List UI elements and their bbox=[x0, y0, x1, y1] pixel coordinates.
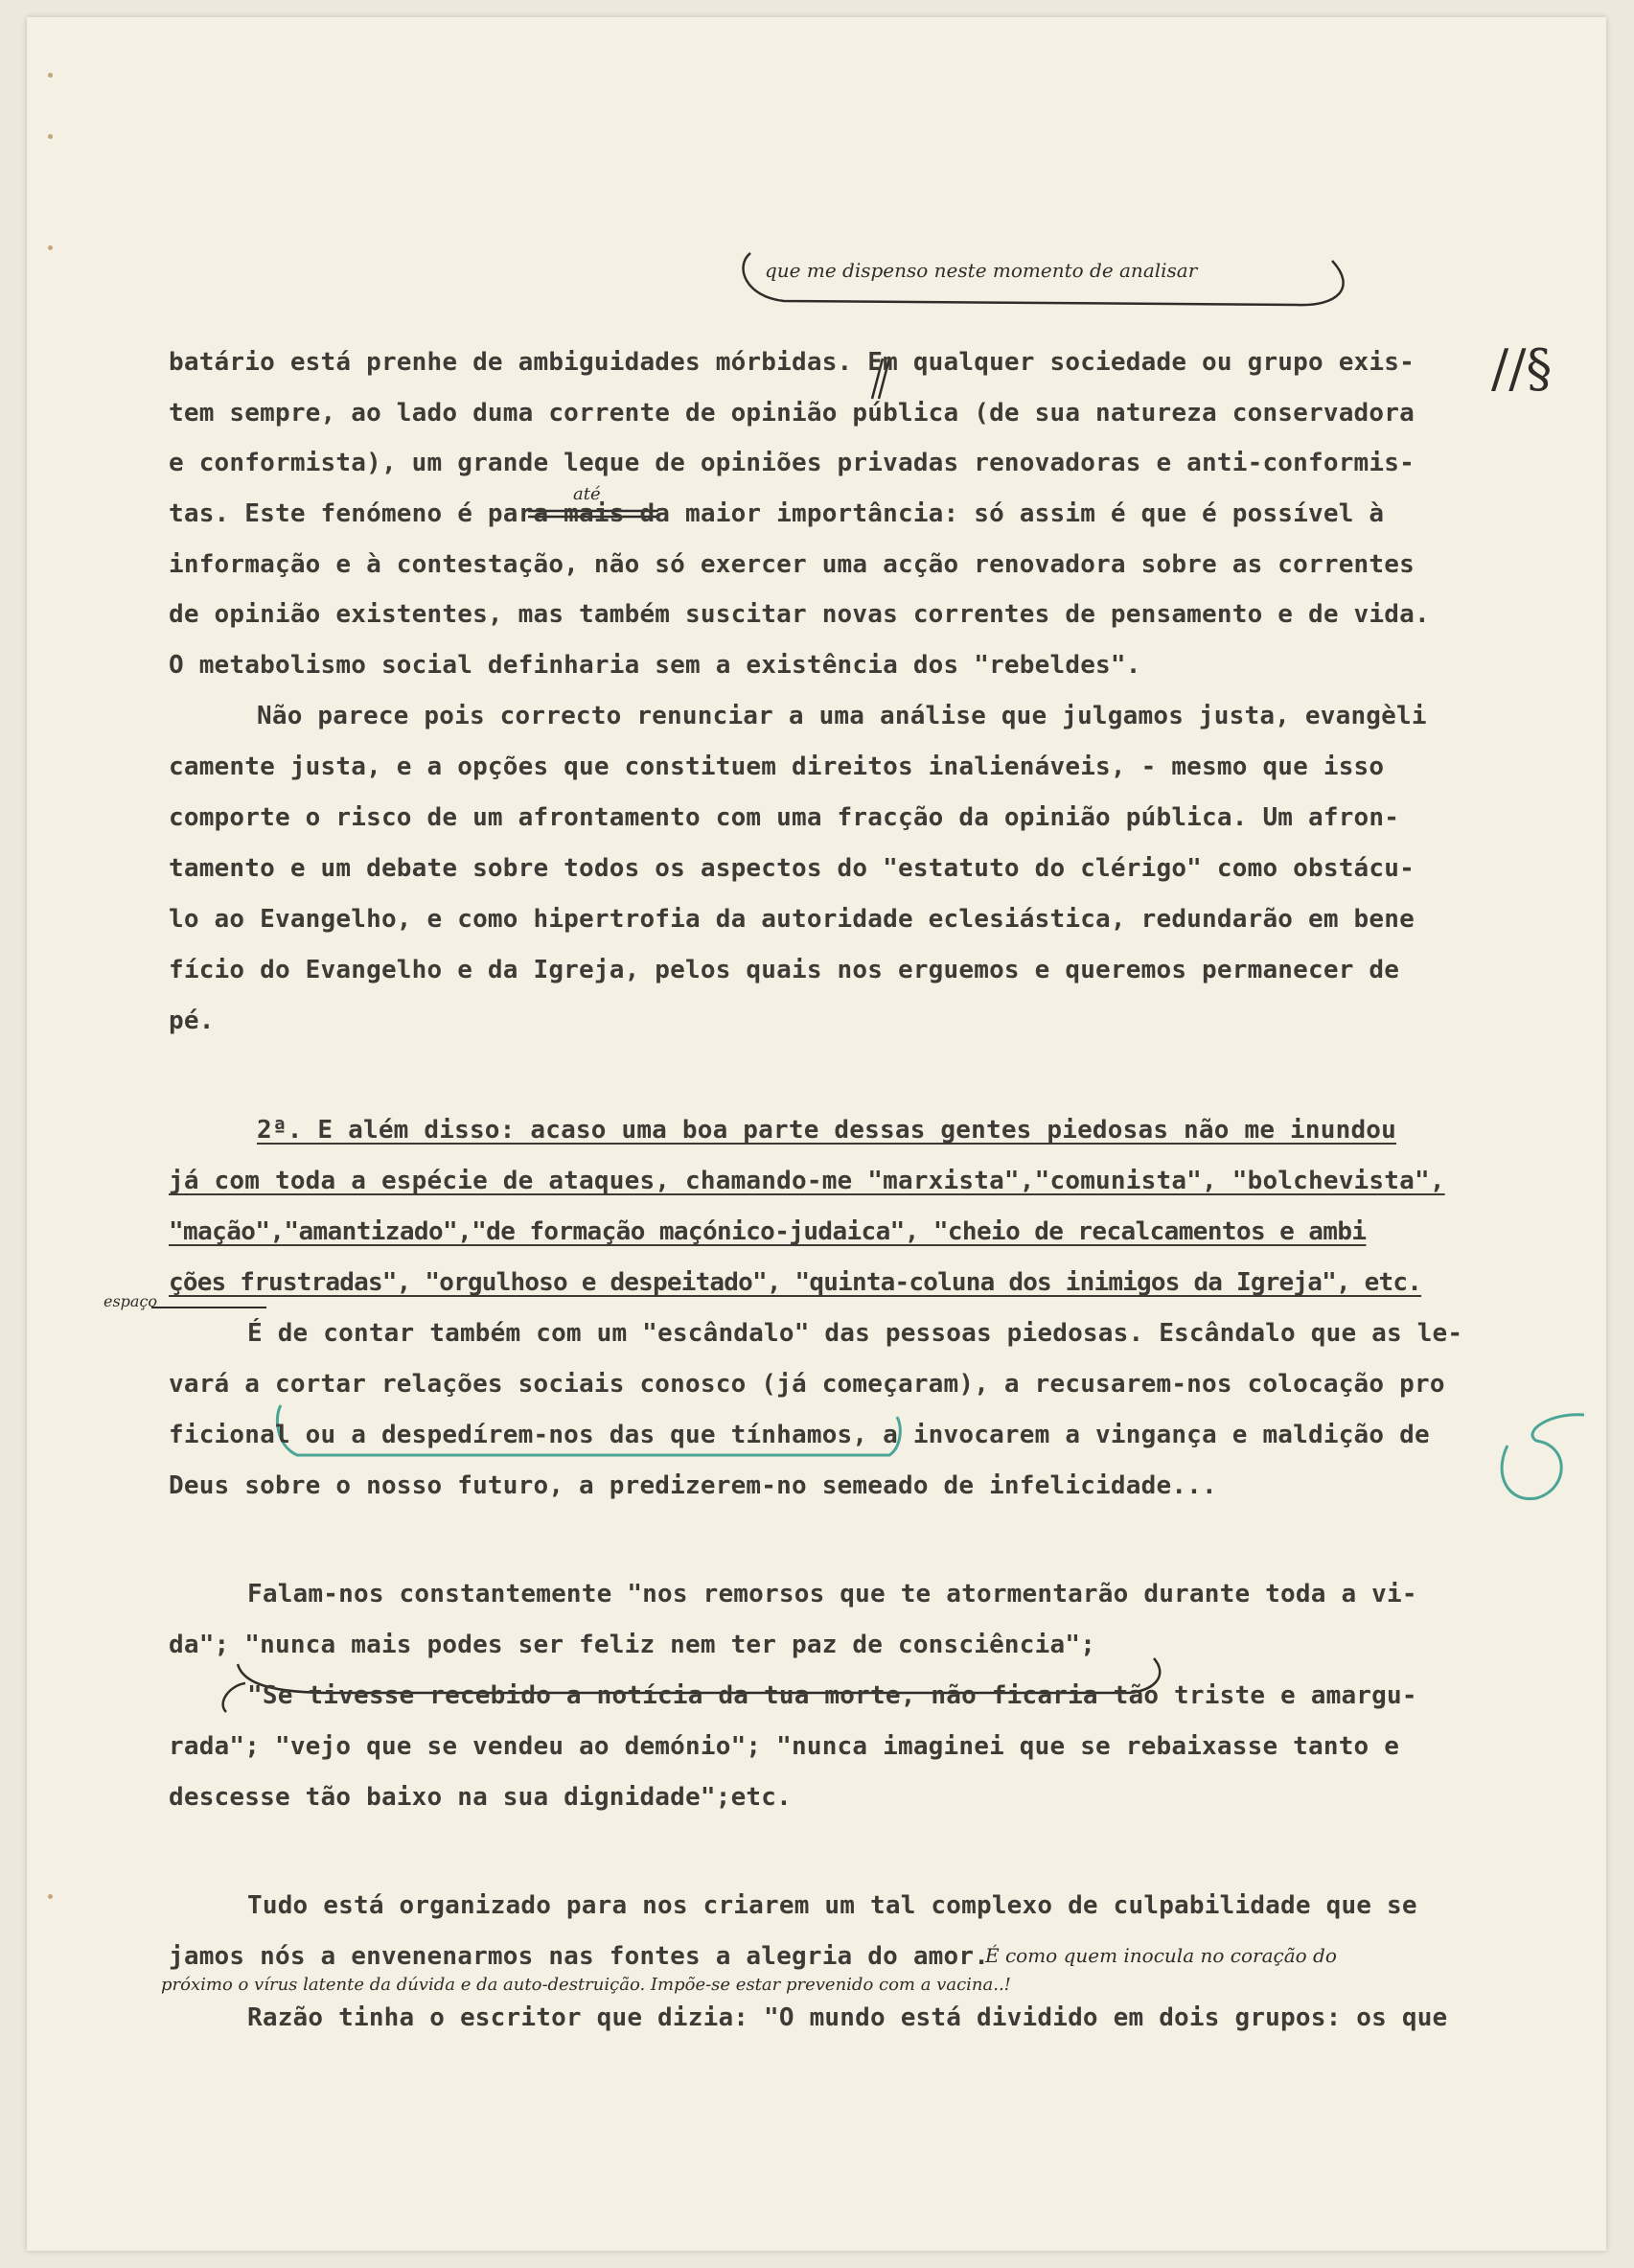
text-line: de opinião existentes, mas também suscitar novas correntes de pensamento e de vida. bbox=[169, 600, 1430, 629]
underlined-line: ções frustradas", "orgulhoso e despeitado", "quinta-coluna dos inimigos da Igreja", etc. bbox=[169, 1268, 1422, 1297]
text-line: jamos nós a envenenarmos nas fontes a alegria do amor. bbox=[169, 1942, 990, 1971]
text-line: rada"; "vejo que se vendeu ao demónio"; "nunca imaginei que se rebaixasse tanto e bbox=[169, 1732, 1400, 1761]
text-line: camente justa, e a opções que constituem direitos inalienáveis, - mesmo que isso bbox=[169, 752, 1385, 781]
text-line: da"; "nunca mais podes ser feliz nem ter paz de consciência"; bbox=[169, 1631, 1096, 1659]
text-line: lo ao Evangelho, e como hipertrofia da autoridade eclesiástica, redundarão em bene bbox=[169, 905, 1415, 934]
text-line: informação e à contestação, não só exercer uma acção renovadora sobre as correntes bbox=[169, 550, 1415, 579]
text-line: Deus sobre o nosso futuro, a predizerem-no semeado de infelicidade... bbox=[169, 1471, 1217, 1500]
typewritten-page bbox=[27, 17, 1606, 2251]
handwritten-insertion: até bbox=[573, 484, 601, 504]
text-line: Não parece pois correcto renunciar a uma análise que julgamos justa, evangèli bbox=[257, 702, 1427, 730]
text-line: Falam-nos constantemente "nos remorsos que te atormentarão durante toda a vi- bbox=[247, 1580, 1417, 1608]
text-line: "Se tivesse recebido a notícia da tua morte, não ficaria tão triste e amargu- bbox=[247, 1681, 1417, 1710]
handwritten-insertion: que me dispenso neste momento de analisar bbox=[765, 259, 1198, 282]
text-line: pé. bbox=[169, 1007, 215, 1035]
text-line: tamento e um debate sobre todos os aspectos do "estatuto do clérigo" como obstácu- bbox=[169, 854, 1415, 883]
text-line: tas. Este fenómeno é para mais da maior importância: só assim é que é possível à bbox=[169, 499, 1385, 528]
underlined-line: "mação","amantizado","de formação maçónico-judaica", "cheio de recalcamentos e ambi bbox=[169, 1217, 1367, 1246]
text-line: tem sempre, ao lado duma corrente de opinião pública (de sua natureza conservadora bbox=[169, 399, 1415, 428]
underlined-line: já com toda a espécie de ataques, chamando-me "marxista","comunista", "bolchevista", bbox=[169, 1167, 1445, 1195]
text-line: descesse tão baixo na sua dignidade";etc. bbox=[169, 1783, 792, 1812]
text-line: vará a cortar relações sociais conosco (já começaram), a recusarem-nos colocação pro bbox=[169, 1370, 1445, 1399]
margin-paragraph-mark: //§ bbox=[1491, 338, 1553, 399]
text-line: O metabolismo social definharia sem a existência dos "rebeldes". bbox=[169, 651, 1141, 680]
text-line: É de contar também com um "escândalo" das pessoas piedosas. Escândalo que as le- bbox=[247, 1319, 1463, 1348]
margin-note: espaço bbox=[104, 1292, 158, 1310]
handwritten-note: É como quem inocula no coração do bbox=[985, 1944, 1337, 1967]
text-line: fício do Evangelho e da Igreja, pelos quais nos erguemos e queremos permanecer de bbox=[169, 956, 1400, 984]
text-line: batário está prenhe de ambiguidades mórbidas. Em qualquer sociedade ou grupo exis- bbox=[169, 348, 1415, 377]
text-line: Razão tinha o escritor que dizia: "O mundo está dividido em dois grupos: os que bbox=[247, 2003, 1448, 2032]
underlined-line: 2ª. E além disso: acaso uma boa parte dessas gentes piedosas não me inundou bbox=[257, 1116, 1396, 1145]
text-line: ficional ou a despedírem-nos das que tínhamos, a invocarem a vingança e maldição de bbox=[169, 1421, 1430, 1449]
handwritten-note: próximo o vírus latente da dúvida e da auto-destruição. Impõe-se estar prevenido com a vacina..! bbox=[161, 1975, 1011, 1995]
text-line: e conformista), um grande leque de opiniões privadas renovadoras e anti-conformis- bbox=[169, 449, 1415, 477]
text-line: Tudo está organizado para nos criarem um tal complexo de culpabilidade que se bbox=[247, 1891, 1417, 1920]
text-line: comporte o risco de um afrontamento com uma fracção da opinião pública. Um afron- bbox=[169, 803, 1400, 832]
